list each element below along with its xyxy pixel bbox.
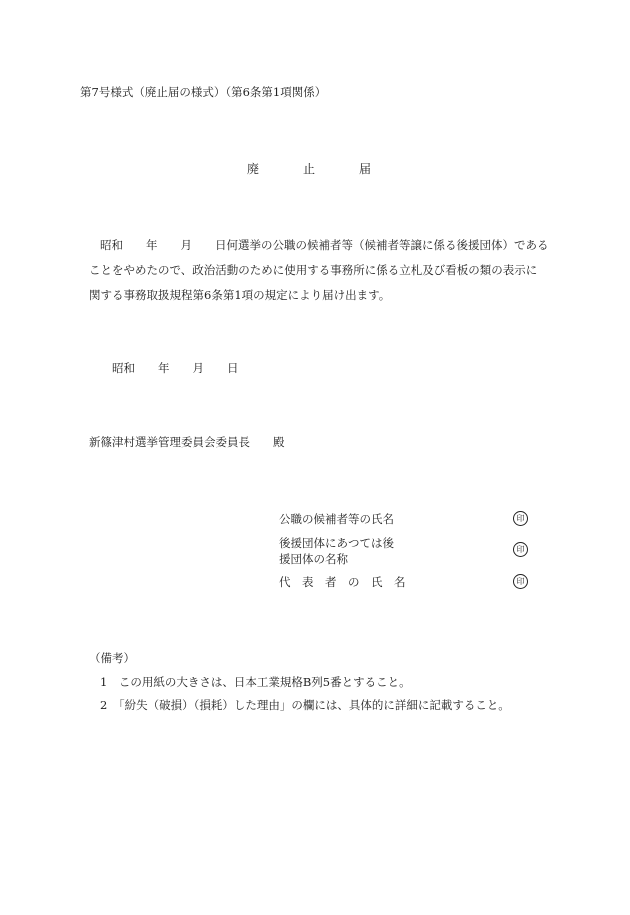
remarks-heading: （備考） bbox=[89, 651, 135, 665]
remarks-item-2: 2 「紛失（破損）（損耗）した理由」の欄には、具体的に詳細に記載すること。 bbox=[100, 698, 510, 712]
title-char-2: 止 bbox=[303, 162, 316, 176]
candidate-name-label: 公職の候補者等の氏名 bbox=[279, 512, 394, 526]
seal-icon: 印 bbox=[513, 574, 528, 589]
body-text-line-2: ことをやめたので、政治活動のために使用する事務所に係る立札及び看板の類の表示に bbox=[89, 263, 538, 277]
body-text-line-1: 昭和 年 月 日何選挙の公職の候補者等（候補者等譲に係る後援団体）である bbox=[100, 238, 549, 252]
support-group-label-line-1: 後援団体にあつては後 bbox=[279, 536, 394, 550]
seal-icon: 印 bbox=[513, 542, 528, 557]
body-text-line-3: 関する事務取扱規程第6条第1項の規定により届け出ます。 bbox=[89, 288, 391, 302]
addressee: 新篠津村選挙管理委員会委員長 殿 bbox=[89, 435, 285, 449]
remarks-item-1: 1 この用紙の大きさは、日本工業規格B列5番とすること。 bbox=[100, 675, 411, 689]
representative-name-label: 代 表 者 の 氏 名 bbox=[279, 575, 406, 589]
form-number-heading: 第7号様式（廃止届の様式）（第6条第1項関係） bbox=[80, 85, 327, 99]
title-char-1: 廃 bbox=[247, 162, 260, 176]
seal-icon: 印 bbox=[513, 511, 528, 526]
submission-date: 昭和 年 月 日 bbox=[112, 361, 239, 375]
document-title bbox=[247, 160, 371, 177]
title-char-3: 届 bbox=[359, 162, 372, 176]
support-group-label-line-2: 援団体の名称 bbox=[279, 552, 348, 566]
